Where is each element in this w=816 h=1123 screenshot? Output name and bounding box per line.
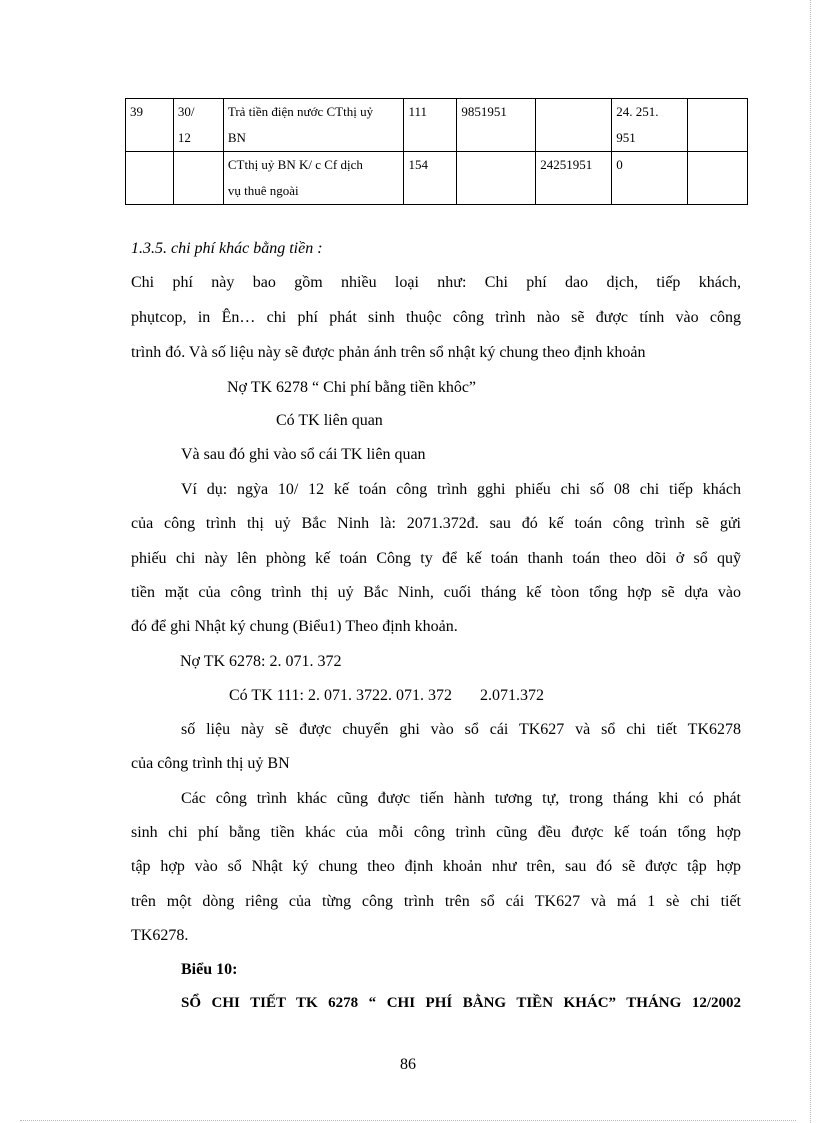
table-cell: CTthị uỷ BN K/ c Cf dịch vụ thuê ngoài (223, 152, 404, 205)
ledger-table (125, 98, 748, 205)
page-border-right (810, 0, 811, 1123)
paragraph-line: của công trình thị uỷ Bắc Ninh là: 2071.372đ. sau đó kế toán công trình sẽ gửi (131, 515, 741, 532)
paragraph-line: đó để ghi Nhật ký chung (Biểu1) Theo định khoản. (131, 618, 458, 635)
paragraph-line: Và sau đó ghi vào sổ cái TK liên quan (181, 446, 426, 463)
paragraph-line: tiền mặt của công trình thị uỷ Bắc Ninh, cuối tháng kế tòon tổng hợp sẽ dựa vào (131, 584, 741, 601)
paragraph-line: trình đó. Và số liệu này sẽ được phản ánh trên sổ nhật ký chung theo định khoản (131, 344, 646, 361)
journal-entry-credit: Có TK 111: 2. 071. 3722. 071. 372 2.071.372 (229, 687, 544, 704)
table-cell: 111 (404, 99, 457, 152)
page-number: 86 (400, 1056, 416, 1073)
paragraph-line: phiếu chi này lên phòng kế toán Công ty để kế toán thanh toán theo dõi ở sổ quỹ (131, 550, 741, 567)
section-heading: 1.3.5. chi phí khác bằng tiền : (131, 240, 323, 257)
table-row (126, 152, 748, 205)
table-cell (457, 152, 536, 205)
journal-entry-debit: Nợ TK 6278 “ Chi phí bằng tiền khôc” (227, 379, 477, 396)
table-cell: 0 (612, 152, 688, 205)
table-cell: 9851951 (457, 99, 536, 152)
table-cell: 30/ 12 (173, 99, 223, 152)
paragraph-line: của công trình thị uỷ BN (131, 755, 290, 772)
paragraph-line: sinh chi phí bằng tiền khác của mỗi công trình cũng đều được kế toán tổng hợp (131, 824, 741, 841)
table-cell (173, 152, 223, 205)
table-cell: 24251951 (536, 152, 612, 205)
table-cell (536, 99, 612, 152)
paragraph-line: phụtcop, in Ên… chi phí phát sinh thuộc công trình nào sẽ được tính vào công (131, 309, 741, 326)
ledger-table-body (126, 99, 748, 205)
table-row (126, 99, 748, 152)
table-cell (688, 152, 748, 205)
journal-entry-debit: Nợ TK 6278: 2. 071. 372 (180, 653, 342, 670)
journal-entry-credit: Có TK liên quan (276, 412, 383, 429)
page-border-bottom (20, 1120, 796, 1121)
paragraph-line: trên một dòng riêng của từng công trình trên sổ cái TK627 và má 1 sè chi tiết (131, 893, 741, 910)
table-cell: 154 (404, 152, 457, 205)
table-cell (126, 152, 174, 205)
table-cell: Trả tiền điện nước CTthị uỷ BN (223, 99, 404, 152)
paragraph-line: Chi phí này bao gồm nhiều loại như: Chi phí dao dịch, tiếp khách, (131, 274, 741, 291)
paragraph-line: Ví dụ: ngỳa 10/ 12 kế toán công trình gghi phiếu chi số 08 chi tiếp khách (181, 481, 741, 498)
ledger-title: SỔ CHI TIẾT TK 6278 “ CHI PHÍ BẰNG TIỀN KHÁC” THÁNG 12/2002 (181, 995, 741, 1011)
paragraph-line: TK6278. (131, 927, 189, 944)
bieu-label: Biểu 10: (181, 961, 238, 978)
paragraph-line: tập hợp vào sổ Nhật ký chung theo định khoản như trên, sau đó sẽ được tập hợp (131, 858, 741, 875)
paragraph-line: Các công trình khác cũng được tiến hành tương tự, trong tháng khi có phát (181, 790, 741, 807)
table-cell: 39 (126, 99, 174, 152)
table-cell: 24. 251. 951 (612, 99, 688, 152)
table-cell (688, 99, 748, 152)
paragraph-line: số liệu này sẽ được chuyển ghi vào sổ cái TK627 và sổ chi tiết TK6278 (181, 721, 741, 738)
